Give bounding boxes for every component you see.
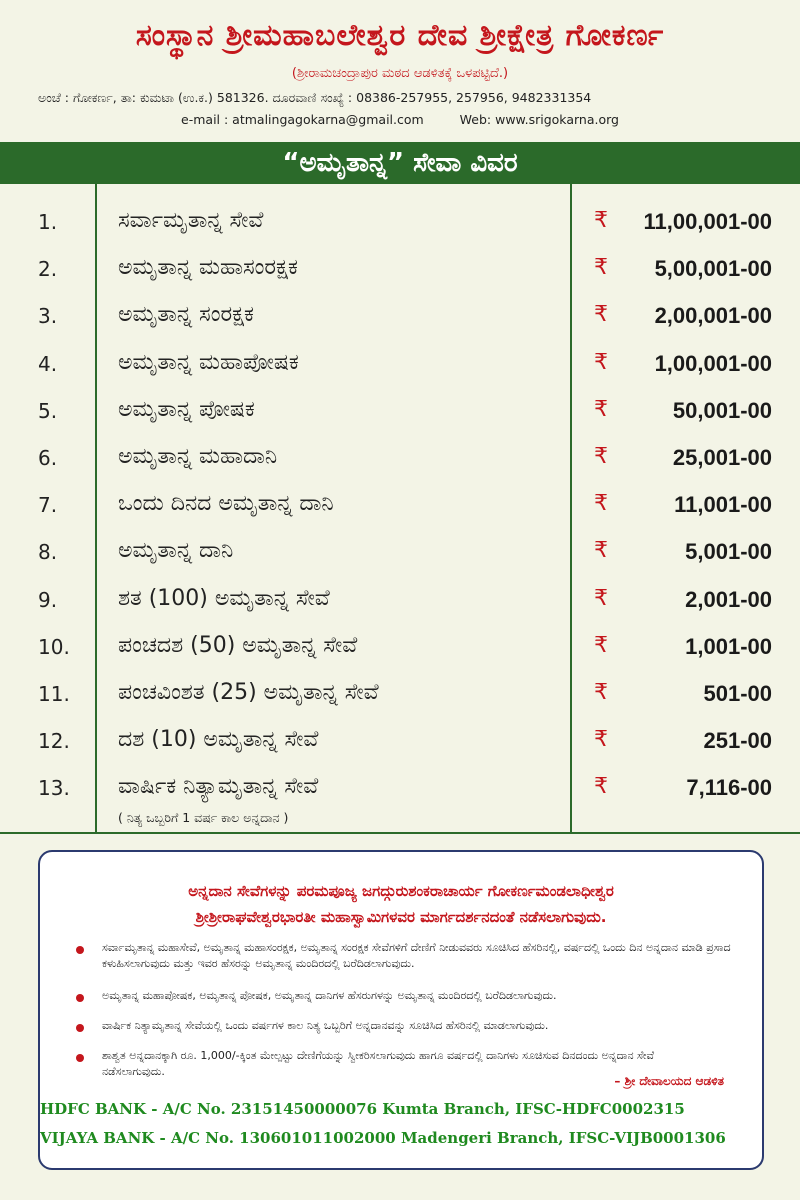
- seva-amount: 11,001-00: [674, 492, 772, 518]
- seva-name: ಅಮೃತಾನ್ನ ಸಂರಕ್ಷಕ: [118, 302, 254, 328]
- rupee-icon: ₹: [594, 680, 608, 705]
- address-line: ಅಂಚೆ : ಗೋಕರ್ಣ, ತಾ: ಕುಮಟಾ (ಉ.ಕ.) 581326. ದೂರವಾಣಿ ಸಂಖ್ಯೆ : 08386-257955, 257956, 9482331354: [38, 90, 592, 105]
- seva-name: ಒಂದು ದಿನದ ಅಮೃತಾನ್ನ ದಾನಿ: [118, 491, 334, 517]
- seva-name: ಅಮೃತಾನ್ನ ಮಹಾಪೋಷಕ: [118, 349, 299, 375]
- seva-number: 8.: [38, 540, 58, 565]
- seva-number: 2.: [38, 257, 58, 282]
- seva-number: 12.: [38, 729, 70, 754]
- seva-name: ವಾರ್ಷಿಕ ನಿತ್ಯಾಮೃತಾನ್ನ ಸೇವೆ: [118, 774, 319, 800]
- bullet-icon: [76, 946, 84, 954]
- rupee-icon: ₹: [594, 491, 608, 517]
- seva-name: ಪಂಚದಶ (50) ಅಮೃತಾನ್ನ ಸೇವೆ: [118, 632, 358, 658]
- rupee-icon: ₹: [594, 727, 608, 753]
- seva-number: 11.: [38, 682, 70, 706]
- seva-amount: 50,001-00: [672, 397, 772, 423]
- seva-row: [0, 528, 800, 575]
- seva-row: [0, 670, 800, 717]
- seva-row: [0, 387, 800, 434]
- seva-row: [0, 576, 800, 623]
- bullet-icon: [76, 994, 84, 1002]
- seva-number: 4.: [38, 351, 58, 376]
- seva-amount: 11,00,001-00: [643, 209, 772, 234]
- seva-row: [0, 340, 800, 387]
- rupee-icon: ₹: [594, 396, 608, 422]
- info-box: [38, 850, 764, 1170]
- bullet-icon: [76, 1024, 84, 1032]
- seva-number: 13.: [38, 776, 70, 801]
- signature: – ಶ್ರೀ ದೇವಾಲಯದ ಆಡಳಿತ: [614, 1074, 724, 1088]
- info-bullet-2: ಅಮೃತಾನ್ನ ಮಹಾಪೋಷಕ, ಅಮೃತಾನ್ನ ಪೋಷಕ, ಅಮೃತಾನ್ನ ದಾನಿಗಳ ಹೆಸರುಗಳನ್ನು ಅಮೃತಾನ್ನ ಮಂದಿರದಲ್ಲಿ ಬರೆದಿಡಲಾಗುವುದು.: [102, 989, 557, 1002]
- seva-number: 7.: [38, 493, 58, 518]
- seva-banner: “ಅಮೃತಾನ್ನ” ಸೇವಾ ವಿವರ: [0, 142, 800, 184]
- rupee-icon: ₹: [594, 349, 608, 375]
- seva-amount: 25,001-00: [672, 445, 772, 470]
- seva-amount: 2,001-00: [685, 586, 772, 612]
- rupee-icon: ₹: [594, 444, 608, 469]
- seva-row: [0, 245, 800, 292]
- letterhead: [0, 0, 800, 140]
- email-text: e-mail : atmalingagokarna@gmail.com: [181, 112, 424, 127]
- seva-table: [0, 184, 800, 834]
- seva-amount: 1,001-00: [685, 633, 772, 659]
- seva-name: ಸರ್ವಾಮೃತಾನ್ನ ಸೇವೆ: [118, 208, 264, 233]
- website-text: Web: www.srigokarna.org: [459, 112, 619, 127]
- seva-number: 6.: [38, 446, 58, 470]
- rupee-icon: ₹: [594, 632, 608, 658]
- seva-number: 1.: [38, 210, 58, 234]
- seva-name: ಪಂಚವಿಂಶತ (25) ಅಮೃತಾನ್ನ ಸೇವೆ: [118, 680, 379, 705]
- seva-name: ದಶ (10) ಅಮೃತಾನ್ನ ಸೇವೆ: [118, 727, 319, 753]
- seva-number: 9.: [38, 587, 58, 612]
- rupee-icon: ₹: [594, 208, 608, 233]
- seva-amount: 5,001-00: [685, 539, 772, 565]
- seva13-note: ( ನಿತ್ಯ ಒಬ್ಬರಿಗೆ 1 ವರ್ಷ ಕಾಲ ಅನ್ನದಾನ ): [118, 810, 289, 825]
- info-heading-line2: ಶ್ರೀಶ್ರೀರಾಘವೇಶ್ವರಭಾರತೀ ಮಹಾಸ್ವಾಮಿಗಳವರ ಮಾರ್ಗದರ್ಶನದಂತೆ ನಡೆಸಲಾಗುವುದು.: [195, 908, 607, 926]
- seva-row: [0, 764, 800, 811]
- seva-row: [0, 198, 800, 245]
- seva-name: ಅಮೃತಾನ್ನ ಪೋಷಕ: [118, 396, 255, 422]
- seva-amount: 501-00: [703, 681, 772, 706]
- rupee-icon: ₹: [594, 255, 608, 281]
- contact-line: [0, 112, 800, 127]
- rupee-icon: ₹: [594, 538, 608, 564]
- bank-vijaya: VIJAYA BANK - A/C No. 130601011002000 Madengeri Branch, IFSC-VIJB0001306: [40, 1129, 726, 1147]
- seva-row: [0, 292, 800, 339]
- seva-amount: 5,00,001-00: [654, 256, 772, 282]
- info-bullet-3: ವಾರ್ಷಿಕ ನಿತ್ಯಾಮೃತಾನ್ನ ಸೇವೆಯಲ್ಲಿ ಒಂದು ವರ್ಷಗಳ ಕಾಲ ನಿತ್ಯ ಒಬ್ಬರಿಗೆ ಅನ್ನದಾನವನ್ನು ಸೂಚಿಸಿದ ಹೆಸರಿನಲ್ಲಿ ಮಾಡಲಾಗುವುದು.: [102, 1019, 549, 1032]
- rupee-icon: ₹: [594, 302, 608, 328]
- seva-name: ಅಮೃತಾನ್ನ ಮಹಾಸಂರಕ್ಷಕ: [118, 255, 298, 281]
- seva-name: ಅಮೃತಾನ್ನ ಮಹಾದಾನಿ: [118, 444, 278, 469]
- seva-amount: 2,00,001-00: [654, 303, 772, 329]
- seva-number: 5.: [38, 398, 58, 423]
- seva-row: [0, 434, 800, 481]
- seva-row: [0, 481, 800, 528]
- seva-amount: 1,00,001-00: [654, 350, 772, 376]
- bank-hdfc: HDFC BANK - A/C No. 23151450000076 Kumta Branch, IFSC-HDFC0002315: [40, 1100, 685, 1118]
- seva-number: 3.: [38, 304, 58, 329]
- seva-name: ಅಮೃತಾನ್ನ ದಾನಿ: [118, 538, 234, 564]
- temple-title: ಸಂಸ್ಥಾನ ಶ್ರೀಮಹಾಬಲೇಶ್ವರ ದೇವ ಶ್ರೀಕ್ಷೇತ್ರ ಗೋಕರ್ಣ: [135, 18, 665, 53]
- info-heading-line1: ಅನ್ನದಾನ ಸೇವೆಗಳನ್ನು ಪರಮಪೂಜ್ಯ ಜಗದ್ಗುರುಶಂಕರಾಚಾರ್ಯ ಗೋಕರ್ಣಮಂಡಲಾಧೀಶ್ವರ: [188, 882, 614, 900]
- seva-amount: 251-00: [703, 728, 772, 754]
- seva-row: [0, 717, 800, 764]
- bullet-icon: [76, 1054, 84, 1062]
- seva-amount: 7,116-00: [686, 775, 772, 801]
- seva-name: ಶತ (100) ಅಮೃತಾನ್ನ ಸೇವೆ: [118, 585, 330, 611]
- rupee-icon: ₹: [594, 774, 608, 800]
- info-bullet-1: ಸರ್ವಾಮೃತಾನ್ನ ಮಹಾಸೇವೆ, ಅಮೃತಾನ್ನ ಮಹಾಸಂರಕ್ಷಕ, ಅಮೃತಾನ್ನ ಸಂರಕ್ಷಕ ಸೇವೆಗಳಿಗೆ ದೇಣಿಗೆ ನೀಡುವವರು ಸೂಚಿಸಿದ ಹೆಸರಿನಲ್ಲಿ, ವರ್ಷದಲ್ಲಿ ಒಂದು ದಿನ ಅನ್ನದಾನ ಮಾಡಿ ಪ್ರಸಾದ ಕಳುಹಿಸಲಾಗುವುದು ಮತ್ತು ಇವರ ಹೆಸರನ್ನು ಅಮೃತಾನ್ನ ಮಂದಿರದಲ್ಲಿ ಬರೆದಿಡಲಾಗುವುದು.: [102, 941, 731, 970]
- info-heading: [40, 878, 762, 930]
- table-bottom-rule: [0, 832, 800, 834]
- rupee-icon: ₹: [594, 585, 608, 611]
- temple-subtitle: (ಶ್ರೀರಾಮಚಂದ್ರಾಪುರ ಮಠದ ಆಡಳಿತಕ್ಕೆ ಒಳಪಟ್ಟಿದೆ.): [291, 66, 509, 81]
- info-bullet-4: ಶಾಶ್ವತ ಅನ್ನದಾನಕ್ಕಾಗಿ ರೂ. 1,000/-ಕ್ಕಿಂತ ಮೇಲ್ಪಟ್ಟು ದೇಣಿಗೆಯನ್ನು ಸ್ವೀಕರಿಸಲಾಗುವುದು ಹಾಗೂ ವರ್ಷದಲ್ಲಿ ದಾನಿಗಳು ಸೂಚಿಸುವ ದಿನದಂದು ಅನ್ನದಾನ ಸೇವೆ ನಡೆಸಲಾಗುವುದು.: [102, 1049, 655, 1078]
- seva-row: [0, 623, 800, 670]
- seva-number: 10.: [38, 634, 70, 659]
